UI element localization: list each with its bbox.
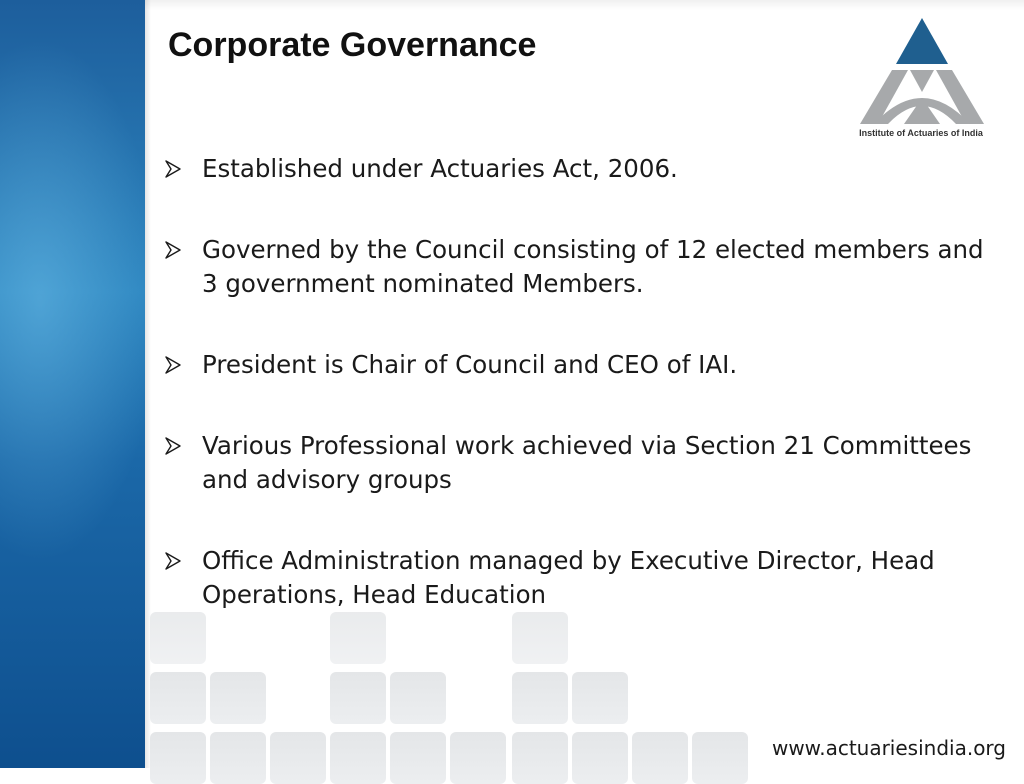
- background-tile: [210, 732, 266, 784]
- bullet-item: [165, 152, 995, 186]
- background-tile: [450, 732, 506, 784]
- background-tile: [330, 732, 386, 784]
- background-tile: [150, 732, 206, 784]
- bullet-item: [165, 544, 995, 612]
- side-band: [0, 0, 145, 768]
- bullet-text: Governed by the Council consisting of 12 elected members and 3 government nominated Members.: [202, 235, 984, 298]
- bullet-list: [165, 152, 995, 659]
- bullet-text: Various Professional work achieved via Section 21 Committees and advisory groups: [202, 431, 972, 494]
- background-tile: [692, 732, 748, 784]
- logo-caption: Institute of Actuaries of India: [859, 128, 983, 138]
- background-tile: [632, 732, 688, 784]
- arrowhead-bullet-icon: [165, 160, 181, 178]
- background-tile: [390, 732, 446, 784]
- background-tile: [390, 672, 446, 724]
- arrowhead-bullet-icon: [165, 356, 181, 374]
- side-band-edge: [145, 0, 151, 768]
- background-tile: [150, 672, 206, 724]
- footer-website-url[interactable]: www.actuariesindia.org: [771, 736, 1006, 760]
- background-tile: [572, 732, 628, 784]
- arrowhead-bullet-icon: [165, 241, 181, 259]
- bullet-text: Office Administration managed by Executive Director, Head Operations, Head Education: [202, 546, 935, 609]
- arrowhead-bullet-icon: [165, 552, 181, 570]
- bullet-item: [165, 348, 995, 382]
- bullet-item: [165, 429, 995, 497]
- institute-logo-icon: [852, 12, 992, 144]
- arrowhead-bullet-icon: [165, 437, 181, 455]
- background-tile: [210, 672, 266, 724]
- background-tile: [512, 672, 568, 724]
- background-tile: [572, 672, 628, 724]
- background-tile: [330, 672, 386, 724]
- background-tile: [512, 732, 568, 784]
- background-tile: [270, 732, 326, 784]
- bullet-text: President is Chair of Council and CEO of IAI.: [202, 350, 738, 379]
- bullet-text: Established under Actuaries Act, 2006.: [202, 154, 678, 183]
- slide-title: Corporate Governance: [168, 26, 537, 64]
- top-shade: [145, 0, 1024, 10]
- bullet-item: [165, 233, 995, 301]
